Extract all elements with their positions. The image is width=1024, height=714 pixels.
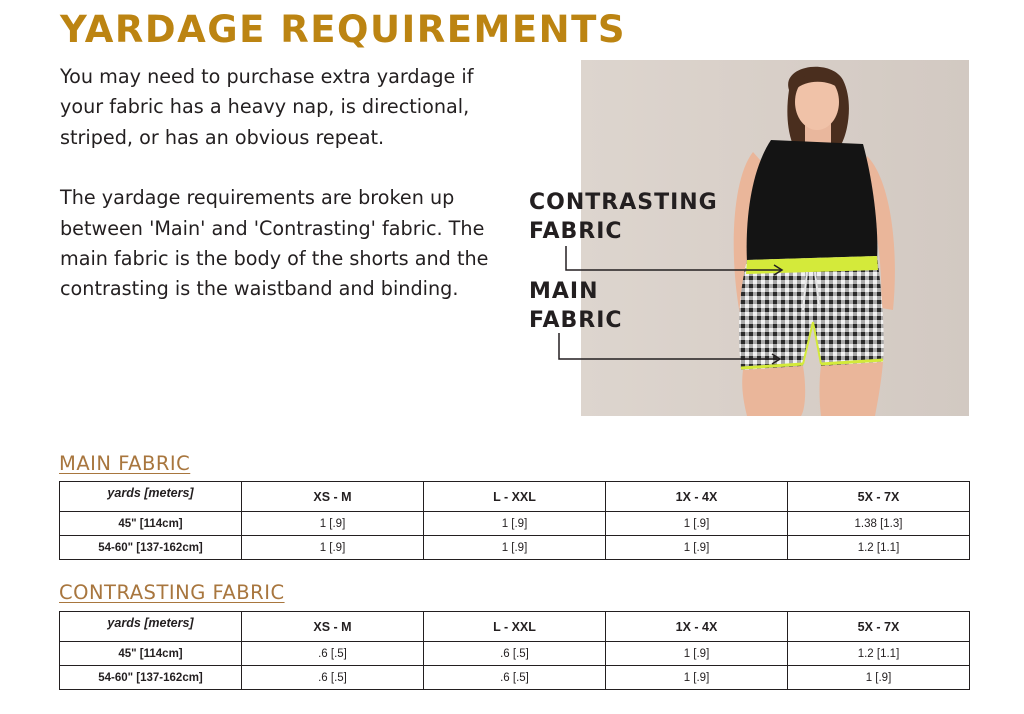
column-header: L - XXL <box>424 612 606 642</box>
table-cell: .6 [.5] <box>242 642 424 666</box>
column-header: 1X - 4X <box>606 482 788 512</box>
table-cell: .6 [.5] <box>424 642 606 666</box>
table-cell: 1 [.9] <box>606 666 788 690</box>
row-label: 45" [114cm] <box>60 642 242 666</box>
intro-paragraph-2: The yardage requirements are broken up between 'Main' and 'Contrasting' fabric. The main fabric is the body of the shorts and the contrasting is the waistband and binding. <box>60 186 489 301</box>
table-cell: 1 [.9] <box>242 512 424 536</box>
row-label: 54-60" [137-162cm] <box>60 666 242 690</box>
table-cell: 1 [.9] <box>606 642 788 666</box>
contrasting-fabric-table <box>59 611 970 690</box>
column-header: 5X - 7X <box>788 612 970 642</box>
table-row <box>60 536 970 560</box>
table-cell: .6 [.5] <box>424 666 606 690</box>
column-header: XS - M <box>242 482 424 512</box>
column-header: 5X - 7X <box>788 482 970 512</box>
corner-label: yards [meters] <box>60 482 242 512</box>
column-header: XS - M <box>242 612 424 642</box>
table-header-row <box>60 612 970 642</box>
page-title: YARDAGE REQUIREMENTS <box>60 8 626 51</box>
main-fabric-table <box>59 481 970 560</box>
intro-text <box>60 62 505 305</box>
table-row <box>60 666 970 690</box>
table-cell: 1 [.9] <box>424 512 606 536</box>
column-header: 1X - 4X <box>606 612 788 642</box>
callout-main-line2: FABRIC <box>529 308 623 333</box>
table-cell: 1 [.9] <box>242 536 424 560</box>
table-cell: 1 [.9] <box>606 512 788 536</box>
callout-main-line1: MAIN <box>529 279 599 304</box>
table-cell: 1.2 [1.1] <box>788 642 970 666</box>
row-label: 45" [114cm] <box>60 512 242 536</box>
table-cell: 1.2 [1.1] <box>788 536 970 560</box>
intro-paragraph-1: You may need to purchase extra yardage if your fabric has a heavy nap, is directional, striped, or has an obvious repeat. <box>60 65 474 149</box>
row-label: 54-60" [137-162cm] <box>60 536 242 560</box>
callout-contrasting-line2: FABRIC <box>529 219 623 244</box>
corner-label: yards [meters] <box>60 612 242 642</box>
callout-main-fabric <box>529 277 623 335</box>
table-cell: .6 [.5] <box>242 666 424 690</box>
column-header: L - XXL <box>424 482 606 512</box>
table-cell: 1 [.9] <box>788 666 970 690</box>
table-cell: 1 [.9] <box>606 536 788 560</box>
callout-contrasting-line1: CONTRASTING <box>529 190 718 215</box>
table-row <box>60 642 970 666</box>
table-header-row <box>60 482 970 512</box>
callout-contrasting-fabric <box>529 188 718 246</box>
table-row <box>60 512 970 536</box>
main-fabric-title: MAIN FABRIC <box>59 452 191 475</box>
table-cell: 1.38 [1.3] <box>788 512 970 536</box>
contrasting-fabric-title: CONTRASTING FABRIC <box>59 581 285 604</box>
table-cell: 1 [.9] <box>424 536 606 560</box>
